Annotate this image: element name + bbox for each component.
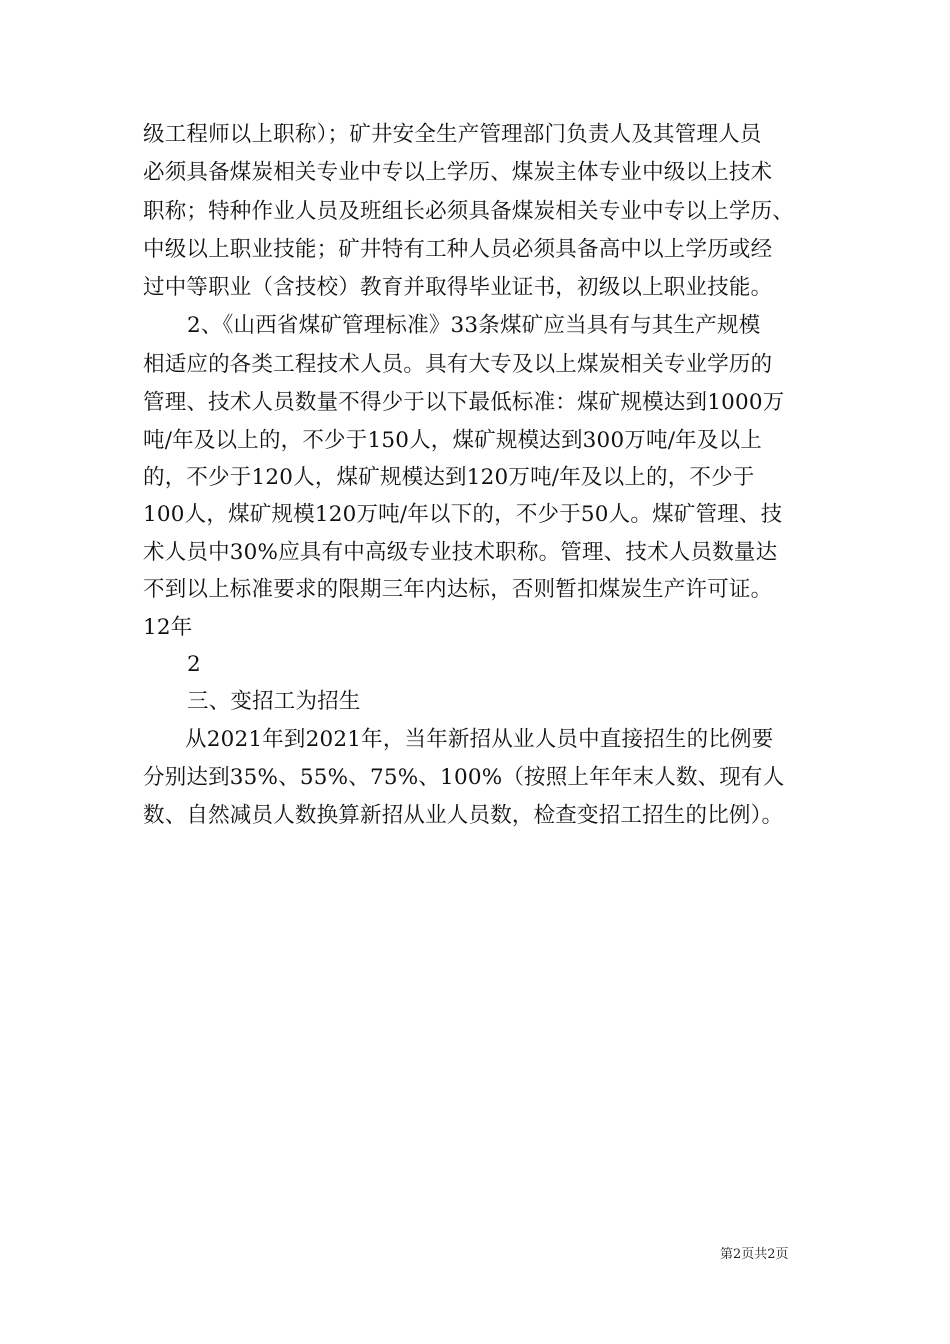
paragraph-line: 必须具备煤炭相关专业中专以上学历、煤炭主体专业中级以上技术 (143, 160, 773, 185)
section-heading: 三、变招工为招生 (187, 689, 361, 714)
paragraph-line: 职称；特种作业人员及班组长必须具备煤炭相关专业中专以上学历、 (143, 199, 795, 224)
paragraph-line: 2、《山西省煤矿管理标准》33条煤矿应当具有与其生产规模 (187, 313, 761, 338)
page-number-footer: 第2页共2页 (720, 1247, 789, 1262)
paragraph-line: 2 (187, 652, 201, 677)
paragraph-line: 相适应的各类工程技术人员。具有大专及以上煤炭相关专业学历的 (143, 352, 773, 377)
paragraph-line: 12年 (143, 615, 193, 640)
paragraph-line: 不到以上标准要求的限期三年内达标，否则暂扣煤炭生产许可证。 (143, 577, 773, 602)
paragraph-line: 术人员中30%应具有中高级专业技术职称。管理、技术人员数量达 (143, 540, 778, 565)
paragraph-line: 分别达到35%、55%、75%、100%（按照上年年末人数、现有人 (143, 765, 785, 790)
paragraph-line: 级工程师以上职称）；矿井安全生产管理部门负责人及其管理人员 (143, 122, 762, 147)
paragraph-line: 管理、技术人员数量不得少于以下最低标准：煤矿规模达到1000万 (143, 390, 785, 415)
paragraph-line: 100人，煤矿规模120万吨/年以下的，不少于50人。煤矿管理、技 (143, 502, 783, 527)
paragraph-line: 中级以上职业技能；矿井特有工种人员必须具备高中以上学历或经 (143, 237, 773, 262)
paragraph-line: 的，不少于120人，煤矿规模达到120万吨/年及以上的，不少于 (143, 465, 755, 490)
paragraph-line: 过中等职业（含技校）教育并取得毕业证书，初级以上职业技能。 (143, 275, 773, 300)
paragraph-line: 吨/年及以上的，不少于150人，煤矿规模达到300万吨/年及以上 (143, 428, 762, 453)
paragraph-line: 数、自然减员人数换算新招从业人员数，检查变招工招生的比例）。 (143, 803, 784, 828)
paragraph-line: 从2021年到2021年，当年新招从业人员中直接招生的比例要 (185, 727, 774, 752)
